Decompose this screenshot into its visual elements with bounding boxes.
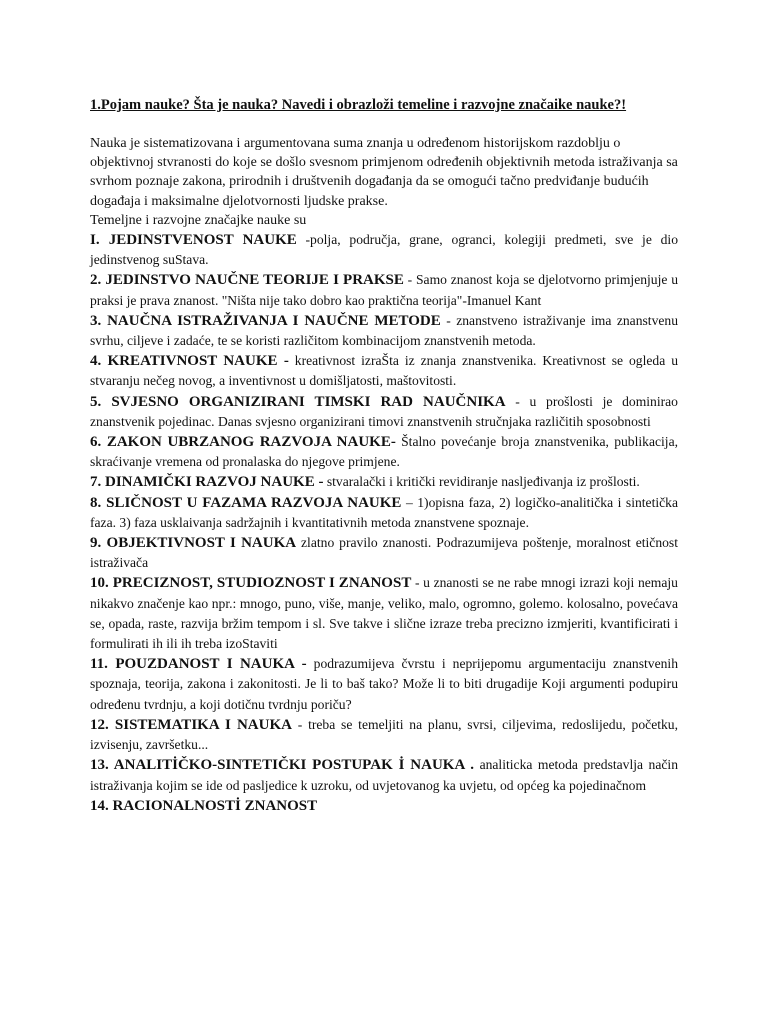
item-heading: 6. ZAKON UBRZANOG RAZVOJA NAUKE-	[90, 434, 396, 451]
list-item	[90, 493, 678, 533]
item-text: - znanstveno istraživanje ima znanstvenu svrhu, ciljeve i zadaće, te se koristi različitom kombinacijom znanstvenih metoda.	[90, 312, 678, 349]
item-heading: 5. SVJESNO ORGANIZIRANI TIMSKI RAD NAUČNIKA	[90, 393, 506, 410]
item-text: - Samo znanost koja se djelotvorno primjenjuje u praksi je prava znanost. "Ništa nije tako dobro kao praktična teorija"-Imanuel Kant	[90, 272, 678, 308]
item-text: podrazumijeva čvrstu i neprijepomu argumentaciju znanstvenih spoznaja, teorija, zakona i zakonitosti. Je li to baš tako? Može li to biti drugadije Koji argumenti podupiru određenu tvrdnju, a koji dotičnu tvrdnju poriču?	[90, 656, 678, 712]
item-text: – 1)opisna faza, 2) logičko-analitička i sintetička faza. 3) faza usklaivanja sadržajnih i kvantitativnih metoda znanstvene spoznaje.	[90, 494, 678, 530]
item-text: analiticka metoda predstavlja način istraživanja kojim se ide od pasljedice k uzroku, od uvjetovanog ka uvjetu, od općeg ka pojedinačnom	[90, 757, 678, 793]
item-list	[90, 230, 678, 816]
list-item	[90, 472, 678, 492]
list-item	[90, 351, 678, 391]
list-item	[90, 573, 678, 654]
item-text: kreativnost izraŠta iz znanja znanstvenika. Kreativnost se ogleda u stvaranju nečeg novog, a inventivnost u domišljatosti, maštovitosti.	[90, 353, 679, 389]
item-heading: 13. ANALITİČKO-SINTETIČKI POSTUPAK İ NAUKA .	[90, 757, 475, 774]
list-item	[90, 796, 678, 816]
list-item	[90, 311, 678, 351]
item-text: stvaralački i kritički revidiranje nasljeđivanja iz prošlosti.	[323, 474, 640, 490]
list-item	[90, 230, 678, 270]
item-text: Štalno povećanje broja znanstvenika, publikacija, skraćivanje vremena od pronalaska do njegove primjene.	[90, 434, 678, 470]
item-heading: I. JEDINSTVENOST NAUKE	[90, 232, 297, 249]
subheading: Temeljne i razvojne značajke nauke su	[90, 212, 307, 228]
intro-section	[90, 134, 678, 230]
item-heading: 4. KREATIVNOST NAUKE -	[90, 353, 289, 370]
item-text: zlatno pravilo znanosti. Podrazumijeva poštenje, moralnost etičnost istraživača	[90, 535, 678, 571]
item-heading: 2. JEDINSTVO NAUČNE TEORIJE I PRAKSE	[90, 272, 404, 289]
item-text: - u prošlosti je dominirao znanstvenik pojedinac. Danas svjesno organizirani timovi znanstvenih stručnjaka različitih sposobnosti	[90, 393, 678, 429]
list-item	[90, 270, 678, 310]
item-heading: 12. SISTEMATIKA I NAUKA	[90, 716, 292, 733]
list-item	[90, 432, 678, 472]
page-title: 1.Pojam nauke? Šta je nauka? Navedi i obrazloži temeline i razvojne značaike nauke?!	[90, 97, 627, 113]
list-item	[90, 654, 678, 715]
item-heading: 8. SLIČNOST U FAZAMA RAZVOJA NAUKE	[90, 494, 402, 511]
item-text: -polja, područja, grane, ogranci, kolegiji predmeti, sve je dio jedinstvenog suStava.	[90, 232, 678, 268]
item-heading: 14. RACIONALNOSTİ ZNANOST	[90, 797, 318, 814]
list-item	[90, 755, 678, 795]
item-heading: 3. NAUČNA ISTRAŽIVANJA I NAUČNE METODE	[90, 312, 441, 329]
item-text: - u znanosti se ne rabe mnogi izrazi koji nemaju nikakvo značenje kao npr.: mnogo, puno, više, manje, veliko, malo, ogromno, golemo. kolosalno, povećava se, opada, raste, razvija bržim tempom i sl. Sve takve i slične izraze treba precizno izmjeriti, kvantificirati i formulirati ih ili ih treba izoStaviti	[90, 575, 678, 652]
intro-paragraph: Nauka je sistematizovana i argumentovana suma znanja u određenom historijskom razdoblju o objektivnoj stvranosti do koje se došlo svesnom primjenom određenih objektivnih metoda istraživanja sa svrhom poznaje zakona, prirodnih i društvenih događanja da se omogući tačno predviđanje budućih događaja i maksimalne djelotvornosti ljudske prakse.	[90, 136, 678, 209]
item-heading: 7. DINAMIČKI RAZVOJ NAUKE -	[90, 474, 324, 491]
item-text: - treba se temeljiti na planu, svrsi, ciljevima, redoslijedu, početku, izvisenju, završetku...	[90, 716, 678, 753]
item-heading: 10. PRECIZNOST, STUDIOZNOST I ZNANOST	[90, 575, 412, 592]
item-heading: 9. OBJEKTIVNOST I NAUKA	[90, 535, 297, 552]
list-item	[90, 533, 678, 573]
list-item	[90, 392, 678, 432]
document-body	[90, 134, 678, 816]
item-heading: 11. POUZDANOST I NAUKA -	[90, 656, 307, 673]
list-item	[90, 715, 678, 755]
